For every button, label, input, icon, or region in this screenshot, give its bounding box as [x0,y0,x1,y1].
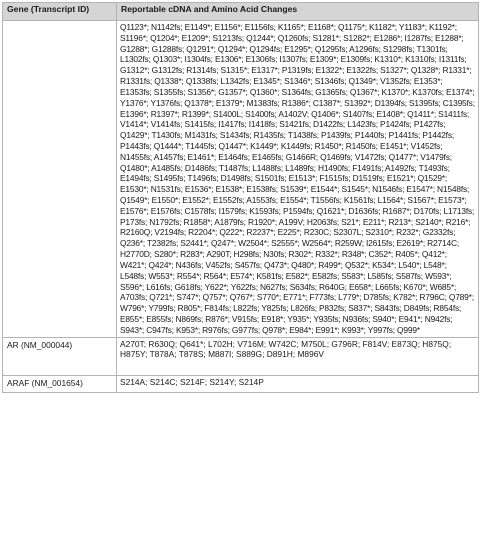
gene-cell: ARAF (NM_001654) [3,375,117,392]
table-row [3,337,479,375]
table-row [3,21,479,338]
header-changes: Reportable cDNA and Amino Acid Changes [117,3,479,21]
variants-table [2,2,479,393]
table-row [3,375,479,392]
gene-cell: AR (NM_000044) [3,337,117,375]
table-header-row [3,3,479,21]
changes-cell: S214A; S214C; S214F; S214Y; S214P [117,375,479,392]
changes-cell: A270T; R630Q; Q641*; L702H; V716M; W742C; M750L; G796R; F814V; E873Q; H875Q; H875Y; T878A; T878S; M887I; S889G; D891H; M896V [117,337,479,375]
header-gene: Gene (Transcript ID) [3,3,117,21]
changes-cell: Q1123*; N1142fs; E1149*; E1156*; E1156fs; K1165*; E1168*; Q1175*; K1182*; Y1183*; K1192*; S1196*; Q1204*; E1209*; S1213fs; Q1244*; Q1260fs; S1281*; S1282*; E1286*; I1287fs; E1288*; G1288*; G1288fs; Q1291*; Q1294*; Q1294fs; E1295*; Q1295fs; A1296fs; S1298fs; T1301fs; L1302fs; Q1303*; I1304fs; E1306*; E1306fs; I1307fs; E1309*; E1309fs; K1310*; K1310fs; I1311fs; G1312*; G1312fs; R1314fs; S1315*; E1317*; P1319fs; E1322*; E1322fs; S1327*; Q1328*; R1331*; R1331fs; Q1338*; Q1338fs; L1342fs; E1345*; S1346*; S1346fs; Q1349*; V1352fs; E1353*; E1353fs; S1355fs; S1356*; G1357*; Q1360*; S1364fs; G1365fs; Q1367*; K1370*; K1370fs; E1374*; Y1376*; Y1376fs; Q1378*; E1379*; M1383fs; R1386*; C1387*; S1392*; D1394fs; S1395fs; C1395fs; E1396*; R1397*; R1399*; S1400L; S1400fs; A1402V; Q1406*; S1407fs; E1408*; Q1411*; S1411fs; V1414*; V1414fs; S1415fs; I1417fs; I1418fs; S1421fs; D1422fs; L1423fs; P1424fs; P1427fs; Q1429*; T1430fs; M1431fs; S1434fs; R1435fs; T1438fs; P1439fs; P1440fs; P1441fs; P1442fs; P1443fs; Q1444*; T1445fs; Q1447*; K1449*; K1449fs; R1450*; R1450fs; E1451*; V1452fs; N1455fs; A1457fs; E1461*; E1464fs; E1465fs; G1466R; Q1469fs; V1472fs; Q1477*; V1479fs; Q1480*; A1485fs; D1486fs; T1487fs; L1488fs; L1489fs; H1490fs; F1491fs; A1492fs; T1493fs; E1494fs; S1495fs; T1496fs; D1498fs; S1501fs; E1513*; F1515fs; D1519fs; E1521*; Q1529*; E1530*; N1531fs; E1536*; E1538*; E1538fs; S1539*; E1544*; S1545*; N1546fs; E1547*; N1548fs; Q1549*; E1550*; E1552*; E1552fs; A1553fs; E1554*; T1556fs; K1561fs; L1564*; S1567*; E1573*; E1576*; E1576fs; C1578fs; I1579fs; K1593fs; P1594fs; Q1621*; D1636fs; R1687*; D170fs; L1713fs; P173fs; N1792fs; R1858*; A1879fs; R1920*; A199V; H2063fs; S21*; E211*; R213*; S2140*; R216*; R2160Q; V2194fs; R2204*; Q222*; R2237*; E225*; R230C; S2307L; S2310*; R232*; G2332fs; Q236*; T2382fs; S2441*; Q247*; W2504*; S2555*; W2564*; R259W; I2615fs; E2619*; R2714C; H2770D; S280*; R283*; A290T; H298fs; N30fs; R302*; R332*; R348*; C352*; R405*; Q412*; W421*; Q424*; N436fs; V452fs; S457fs; Q473*; Q480*; R499*; Q532*; K534*; L540*; L548*; L548fs; W553*; R554*; R564*; E574*; K581fs; E582*; E582fs; S583*; L585fs; S587fs; W593*; S596*; L616fs; G618fs; Y622*; Y622fs; N627fs; S634fs; R640G; E658*; L665fs; K670*; W685*; A703fs; Q721*; S747*; Q757*; Q767*; S770*; E771*; F773fs; L779*; D785fs; K782*; R796C; Q789*; W796*; Y799fs; R805*; F814fs; L822fs; Y825fs; L826fs; P832fs; S837*; S843fs; D849fs; R854fs; E855*; E855fs; N869fs; R876*; V915fs; E918*; Y935*; Y935fs; N936fs; S940*; E941*; N942fs; S943*; C947fs; K953*; R976fs; G977fs; Q978*; E984*; E991*; K993*; Y997fs; Q999* [117,21,479,338]
gene-cell [3,21,117,338]
